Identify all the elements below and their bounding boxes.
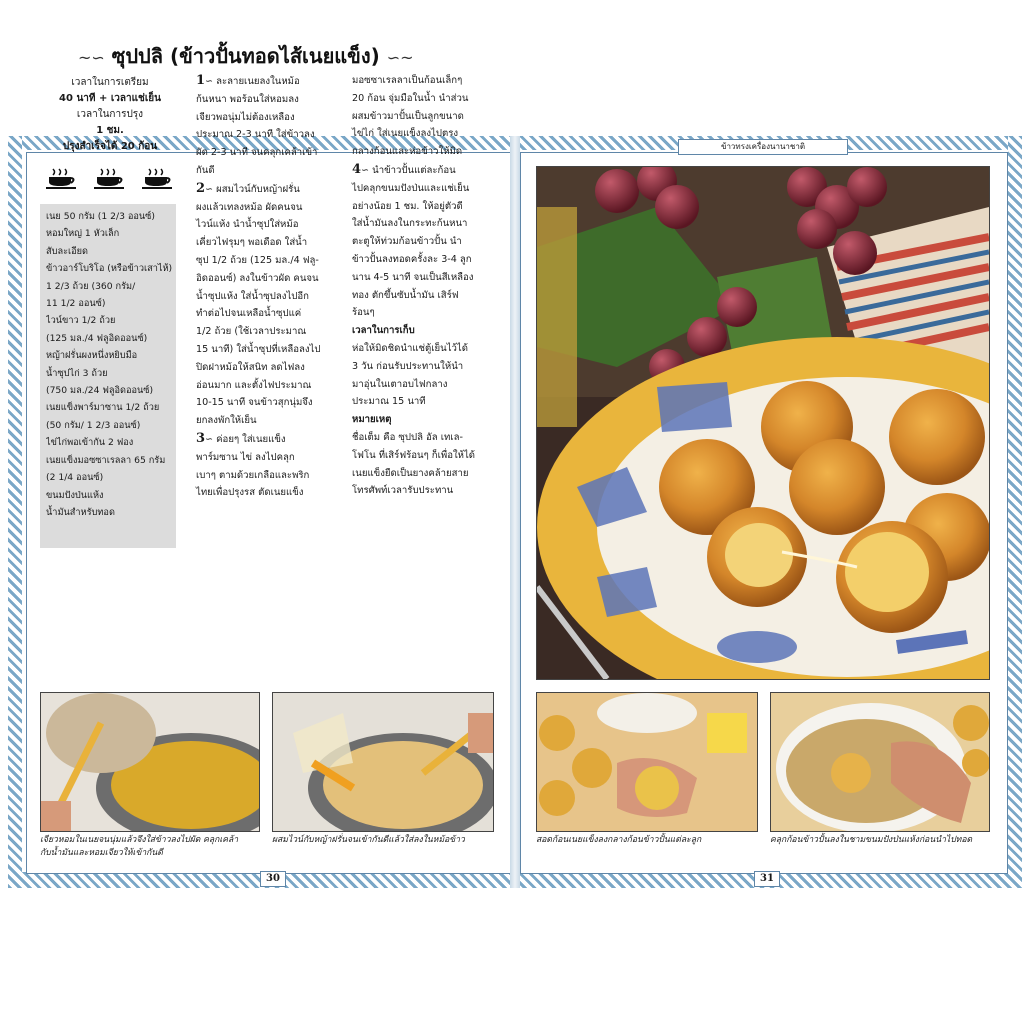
method-line xyxy=(352,161,502,180)
method-line: ผัด 2-3 นาที จนคลุกเคล้าเข้า xyxy=(196,147,318,159)
ingredient-item: น้ำซุปไก่ 3 ถ้วย xyxy=(46,367,108,379)
page-number-right: 31 xyxy=(754,871,780,887)
hero-photo-rice-balls xyxy=(536,166,990,680)
method-line: ทอง ตักขึ้นซับน้ำมัน เสิร์ฟ xyxy=(352,289,459,301)
decorative-border-right xyxy=(1008,136,1022,888)
ingredient-item: ไข่ไก่พอเข้ากัน 2 ฟอง xyxy=(46,437,134,449)
ingredient-item: เนยแข็งมอซซาเรลลา 65 กรัม xyxy=(46,454,166,466)
step-photo-2 xyxy=(272,692,494,832)
ingredient-item: 11 1/2 ออนซ์) xyxy=(46,298,106,310)
method-line: 3 วัน ก่อนรับประทานให้นำ xyxy=(352,360,464,372)
cook-time-label: เวลาในการปรุง xyxy=(76,109,144,120)
prep-time-value: 40 นาที + เวลาแช่เย็น xyxy=(59,93,161,104)
step-text: ละลายเนยลงในหม้อ xyxy=(216,76,300,87)
ingredient-item: หอมใหญ่ 1 หัวเล็ก xyxy=(46,228,120,240)
caption-photo-4 xyxy=(770,834,972,847)
method-line: 15 นาที) ใส่น้ำซุปที่เหลือลงไป xyxy=(196,343,321,355)
caption-photo-4-line-1: คลุกก้อนข้าวปั้นลงในชามขนมปังป่นแห้งก่อนนำไปทอด xyxy=(770,835,973,845)
method-line: เนยแข็งยืดเป็นยางคล้ายสาย xyxy=(352,467,469,479)
recipe-title-text: ซุปปลิ (ข้าวปั้นทอดไส้เนยแข็ง) xyxy=(111,44,380,68)
method-line: ไวน์แห้ง นำน้ำซุปใส่หม้อ xyxy=(196,219,299,231)
ingredient-item: หญ้าฝรั่นผงหนึ่งหยิบมือ xyxy=(46,350,138,362)
method-column-1 xyxy=(196,72,346,502)
saffron-wine-pot-image xyxy=(273,693,493,831)
ingredient-item: ไวน์ขาว 1/2 ถ้วย xyxy=(46,315,116,327)
running-head: ข้าวทรงเครื่องนานาชาติ xyxy=(678,139,848,155)
method-line: อิดออนซ์) ลงในข้าวผัด คนจน xyxy=(196,272,319,284)
stuffing-cheese-image xyxy=(537,693,757,831)
method-line: ซุป 1/2 ถ้วย (125 มล./4 ฟลู- xyxy=(196,254,319,266)
cup-icon xyxy=(44,166,78,190)
method-line: 1/2 ถ้วย (ใช้เวลาประมาณ xyxy=(196,326,307,338)
ingredient-item: ข้าวอาร์โบริโอ (หรือข้าวเสาไห้) xyxy=(46,263,172,275)
method-line: มอซซาเรลลาเป็นก้อนเล็กๆ xyxy=(352,75,463,86)
section-heading: เวลาในการเก็บ xyxy=(352,325,415,337)
ingredient-item: เนยแข็งพาร์มาซาน 1/2 ถ้วย xyxy=(46,402,160,414)
step-photo-1 xyxy=(40,692,260,832)
caption-photo-1 xyxy=(40,834,238,860)
method-line: เบาๆ ตามด้วยเกลือและพริก xyxy=(196,469,310,481)
method-line: ยกลงพักให้เย็น xyxy=(196,415,257,427)
method-line xyxy=(196,72,346,91)
method-line: อ่อนมาก และตั้งไฟประมาณ xyxy=(196,379,312,391)
method-line: ชื่อเต็ม คือ ซุปปลิ อัล เทเล- xyxy=(352,431,463,443)
method-line: ปิดฝาหม้อให้สนิท ลดไฟลง xyxy=(196,361,305,373)
method-column-2 xyxy=(352,72,502,500)
prep-time-label: เวลาในการเตรียม xyxy=(71,77,149,88)
step-number: 1 xyxy=(196,73,206,88)
ingredient-item: น้ำมันสำหรับทอด xyxy=(46,506,115,518)
method-line: เจียวพอนุ่มไม่ต้องเหลือง xyxy=(196,111,295,123)
method-line: พาร์มซาน ไข่ ลงไปคลุก xyxy=(196,451,295,463)
caption-photo-2 xyxy=(272,834,465,847)
step-swash-icon: ∽ xyxy=(361,164,373,176)
method-line: ก้นหนา พอร้อนใส่หอมลง xyxy=(196,93,299,105)
ingredient-item: (125 มล./4 ฟลูอิดออนซ์) xyxy=(46,332,148,344)
cook-time-value: 1 ชม. xyxy=(96,125,124,136)
ingredient-item: 1 2/3 ถ้วย (360 กรัม/ xyxy=(46,280,136,292)
step-number: 3 xyxy=(196,430,206,446)
step-number: 2 xyxy=(196,180,206,196)
method-line: กันดี xyxy=(196,164,215,176)
caption-photo-2-line-1: ผสมไวน์กับหญ้าฝรั่นจนเข้ากันดีแล้วใส่ลงในหม้อข้าว xyxy=(272,835,465,845)
ingredient-item: สับละเอียด xyxy=(46,245,89,257)
method-line: ไปคลุกขนมปังป่นและแช่เย็น xyxy=(352,182,470,194)
title-swash-left-icon: ~∽ xyxy=(78,48,105,67)
difficulty-rating xyxy=(44,166,174,194)
method-line: ทำต่อไปจนเหลือน้ำซุปแค่ xyxy=(196,308,302,320)
cup-icon xyxy=(140,166,174,190)
method-line: ไทยเพื่อปรุงรส ตัดเนยแข็ง xyxy=(196,487,304,499)
method-line: ร้อนๆ xyxy=(352,307,375,319)
rice-balls-plate-image xyxy=(537,167,989,679)
method-line: กลางก้อนและห่อข้าวให้มิด xyxy=(352,146,463,158)
method-line: ประมาณ 15 นาที xyxy=(352,396,426,408)
method-line: ห่อให้มิดชิดนำแช่ตู้เย็นไว้ได้ xyxy=(352,342,468,354)
method-line xyxy=(196,430,346,449)
step-swash-icon: ∽ xyxy=(205,183,217,195)
ingredients-list xyxy=(40,204,176,548)
ingredient-item: ขนมปังป่นแห้ง xyxy=(46,489,104,501)
method-line: 20 ก้อน จุ่มมือในน้ำ นำส่วน xyxy=(352,92,469,104)
method-line: ประมาณ 2-3 นาที ใส่ข้าวลง xyxy=(196,129,315,141)
step-photo-4 xyxy=(770,692,990,832)
method-line: ข้าวปั้นลงทอดครั้งละ 3-4 ลูก xyxy=(352,253,472,265)
caption-photo-3 xyxy=(536,834,701,847)
step-number: 4 xyxy=(352,161,362,177)
ingredient-item: (50 กรัม/ 1 2/3 ออนซ์) xyxy=(46,419,141,431)
coating-breadcrumbs-image xyxy=(771,693,989,831)
method-line: ใส่น้ำมันลงในกระทะก้นหนา xyxy=(352,218,468,230)
method-line: เคี่ยวไฟรุมๆ พอเดือด ใส่น้ำ xyxy=(196,237,308,249)
prep-info xyxy=(40,75,180,155)
page-number-left: 30 xyxy=(260,871,286,887)
caption-photo-1-line-2: กับน้ำมันและหอมเจียวให้เข้ากันดี xyxy=(40,848,163,858)
step-photo-3 xyxy=(536,692,758,832)
method-line: น้ำซุปแห้ง ใส่น้ำซุปลงไปอีก xyxy=(196,290,309,302)
step-text: ค่อยๆ ใส่เนยแข็ง xyxy=(216,433,286,445)
caption-photo-1-line-1: เจียวหอมในเนยจนนุ่มแล้วจึงใส่ข้าวลงไปผัด คลุกเคล้า xyxy=(40,835,239,845)
method-line: ผงแล้วเทลงหม้อ ผัดคนจน xyxy=(196,201,303,213)
step-swash-icon: ∽ xyxy=(205,76,217,87)
ingredient-item: (750 มล./24 ฟลูอิดออนซ์) xyxy=(46,385,154,397)
rice-in-pot-image xyxy=(41,693,259,831)
method-line: 10-15 นาที จนข้าวสุกนุ่มจึง xyxy=(196,397,313,409)
method-line: โทรศัพท์เวลารับประทาน xyxy=(352,485,454,497)
step-text: นำข้าวปั้นแต่ละก้อน xyxy=(372,164,456,176)
method-line: ไข่ไก่ ใส่เนยแข็งลงไปตรง xyxy=(352,128,459,140)
cup-icon xyxy=(92,166,126,190)
yield-value: ปรุงสำเร็จได้ 20 ก้อน xyxy=(62,141,158,152)
method-line: อย่างน้อย 1 ชม. ให้อยู่ตัวดี xyxy=(352,200,463,212)
method-line: ตะตูให้ท่วมก้อนข้าวปั้น นำ xyxy=(352,236,462,248)
method-line: มาอุ่นในเตาอบไฟกลาง xyxy=(352,378,448,390)
method-line: โฟโน ที่เสิร์ฟร้อนๆ ก็เพื่อให้ได้ xyxy=(352,449,476,461)
step-text: ผสมไวน์กับหญ้าฝรั่น xyxy=(216,183,300,195)
method-line: ผสมข้าวมาปั้นเป็นลูกขนาด xyxy=(352,110,464,122)
method-line: นาน 4-5 นาที จนเป็นสีเหลือง xyxy=(352,271,474,283)
step-swash-icon: ∽ xyxy=(205,433,217,445)
caption-photo-3-line-1: สอดก้อนเนยแข็งลงกลางก้อนข้าวปั้นแต่ละลูก xyxy=(536,835,702,845)
ingredient-item: เนย 50 กรัม (1 2/3 ออนซ์) xyxy=(46,211,156,222)
decorative-border-left xyxy=(8,136,22,888)
ingredient-item: (2 1/4 ออนซ์) xyxy=(46,472,104,484)
section-heading: หมายเหตุ xyxy=(352,414,392,426)
book-gutter xyxy=(510,136,520,888)
title-swash-right-icon: ∽~ xyxy=(386,48,414,67)
recipe-title xyxy=(78,40,438,72)
method-line xyxy=(196,180,346,199)
